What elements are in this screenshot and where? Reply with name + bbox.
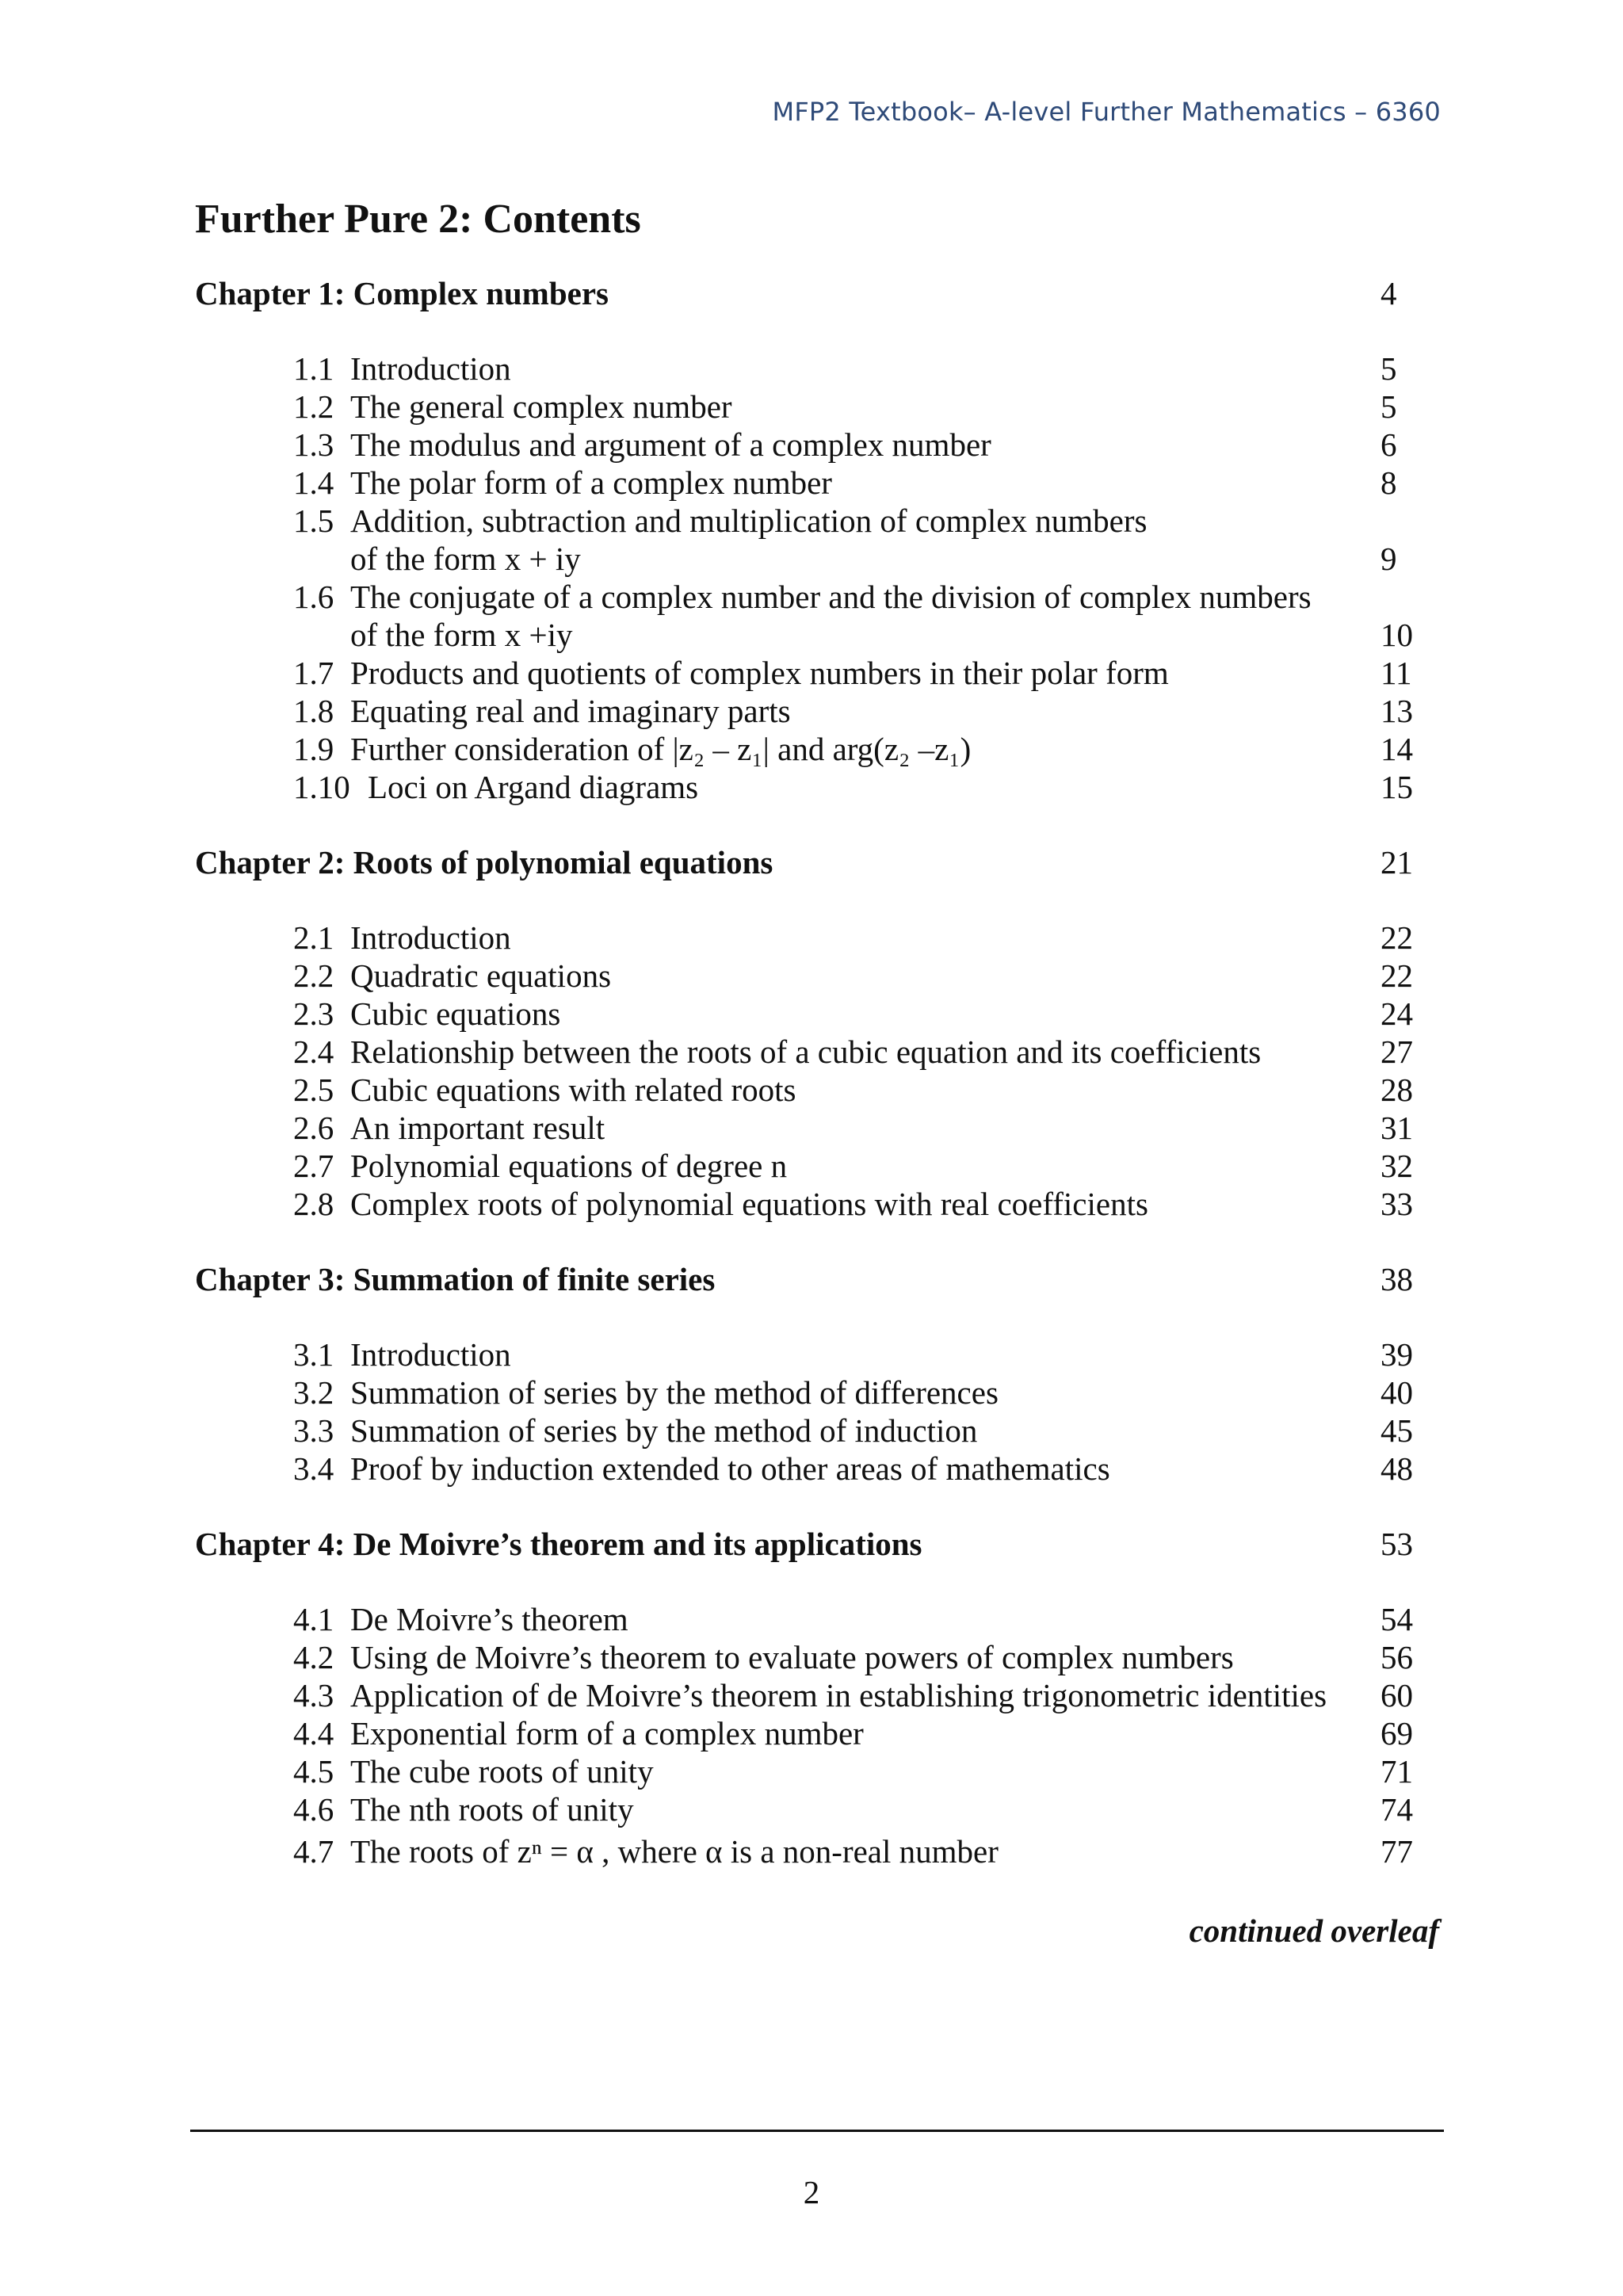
toc-section-3-3[interactable] — [195, 1412, 1412, 1450]
section-page: 74 — [1381, 1791, 1413, 1828]
section-title: Introduction — [350, 350, 511, 387]
section-title: Relationship between the roots of a cubic equation and its coefficients — [350, 1033, 1262, 1070]
section-number: 2.1 — [293, 919, 334, 956]
section-number: 4.1 — [293, 1601, 334, 1637]
section-number: 2.2 — [293, 957, 334, 994]
continued-note: continued overleaf — [1189, 1912, 1439, 1949]
section-page: 22 — [1381, 957, 1413, 994]
chapter-title: Chapter 4: De Moivre’s theorem and its applications — [195, 1526, 922, 1562]
toc-section-3-4[interactable] — [195, 1450, 1412, 1488]
section-page: 15 — [1381, 769, 1413, 805]
section-page: 5 — [1381, 388, 1397, 425]
toc-section-2-5[interactable] — [195, 1071, 1412, 1109]
toc-section-1-6[interactable] — [195, 578, 1412, 616]
toc-section-1-5-continued[interactable] — [195, 540, 1412, 578]
section-list-chapter-3 — [195, 1335, 1412, 1488]
section-list-chapter-2 — [195, 919, 1412, 1223]
toc-section-2-1[interactable] — [195, 919, 1412, 957]
chapter-title: Chapter 3: Summation of finite series — [195, 1261, 716, 1297]
toc-section-1-8[interactable] — [195, 692, 1412, 730]
section-number: 1.7 — [293, 655, 334, 691]
section-page: 28 — [1381, 1072, 1413, 1108]
footer-divider — [190, 2130, 1444, 2132]
toc-section-4-5[interactable] — [195, 1752, 1412, 1790]
section-page: 60 — [1381, 1677, 1413, 1713]
toc-chapter-4[interactable] — [195, 1525, 1412, 1563]
section-page: 5 — [1381, 350, 1397, 387]
toc-section-1-9[interactable] — [195, 730, 1412, 768]
section-title: Summation of series by the method of induction — [350, 1412, 978, 1449]
toc-section-1-7[interactable] — [195, 654, 1412, 692]
section-title: Introduction — [350, 919, 511, 956]
section-number: 4.2 — [293, 1639, 334, 1675]
toc-chapter-2[interactable] — [195, 843, 1412, 881]
section-number: 2.8 — [293, 1186, 334, 1222]
section-list-chapter-1 — [195, 350, 1412, 806]
section-number: 1.8 — [293, 693, 334, 729]
toc-section-1-10[interactable] — [195, 768, 1412, 806]
section-title-continued: of the form x + iy — [350, 541, 581, 577]
toc-section-1-6-continued[interactable] — [195, 616, 1412, 654]
section-list-chapter-4 — [195, 1600, 1412, 1874]
toc-section-2-4[interactable] — [195, 1033, 1412, 1071]
toc-section-4-3[interactable] — [195, 1676, 1412, 1714]
toc-section-3-1[interactable] — [195, 1335, 1412, 1373]
toc-section-4-1[interactable] — [195, 1600, 1412, 1638]
toc-section-2-6[interactable] — [195, 1109, 1412, 1147]
section-number: 1.5 — [293, 502, 334, 539]
section-number: 1.4 — [293, 464, 334, 501]
section-number: 3.1 — [293, 1336, 334, 1373]
section-page: 40 — [1381, 1374, 1413, 1411]
section-number: 2.3 — [293, 995, 334, 1032]
toc-section-4-7[interactable] — [195, 1828, 1412, 1874]
section-page: 45 — [1381, 1412, 1413, 1449]
toc-section-1-2[interactable] — [195, 388, 1412, 426]
section-page: 13 — [1381, 693, 1413, 729]
section-page: 71 — [1381, 1753, 1413, 1790]
section-page: 31 — [1381, 1110, 1413, 1146]
section-title: Using de Moivre’s theorem to evaluate powers of complex numbers — [350, 1639, 1234, 1675]
chapter-page: 21 — [1381, 844, 1413, 881]
section-title-continued: of the form x +iy — [350, 617, 573, 653]
section-page: 27 — [1381, 1033, 1413, 1070]
section-title: The general complex number — [350, 388, 732, 425]
section-number: 1.3 — [293, 426, 334, 463]
section-title: Proof by induction extended to other areas of mathematics — [350, 1450, 1110, 1487]
toc-section-2-2[interactable] — [195, 957, 1412, 995]
toc-section-4-6[interactable] — [195, 1790, 1412, 1828]
section-page: 6 — [1381, 426, 1397, 463]
toc-section-1-3[interactable] — [195, 426, 1412, 464]
section-number: 2.5 — [293, 1072, 334, 1108]
section-page: 56 — [1381, 1639, 1413, 1675]
section-title: Summation of series by the method of differences — [350, 1374, 999, 1411]
section-title: Polynomial equations of degree n — [350, 1148, 788, 1184]
toc-section-3-2[interactable] — [195, 1373, 1412, 1412]
section-page: 10 — [1381, 617, 1413, 653]
section-title: Cubic equations with related roots — [350, 1072, 796, 1108]
section-page: 33 — [1381, 1186, 1413, 1222]
toc-section-1-1[interactable] — [195, 350, 1412, 388]
section-title: Exponential form of a complex number — [350, 1715, 864, 1752]
section-title: De Moivre’s theorem — [350, 1601, 628, 1637]
section-number: 1.1 — [293, 350, 334, 387]
section-page: 22 — [1381, 919, 1413, 956]
section-title: Addition, subtraction and multiplication of complex numbers — [350, 502, 1148, 539]
section-title: Introduction — [350, 1336, 511, 1373]
section-title: The roots of zⁿ = α , where α is a non-real number — [350, 1833, 999, 1870]
section-number: 4.7 — [293, 1833, 334, 1870]
section-title: The polar form of a complex number — [350, 464, 832, 501]
chapter-page: 53 — [1381, 1526, 1413, 1562]
section-title: Equating real and imaginary parts — [350, 693, 791, 729]
section-title: Products and quotients of complex numbers in their polar form — [350, 655, 1169, 691]
section-title: Cubic equations — [350, 995, 561, 1032]
section-number: 4.5 — [293, 1753, 334, 1790]
section-number: 3.4 — [293, 1450, 334, 1487]
section-page: 39 — [1381, 1336, 1413, 1373]
section-page: 11 — [1381, 655, 1412, 691]
toc-section-2-7[interactable] — [195, 1147, 1412, 1185]
section-title: The nth roots of unity — [350, 1791, 634, 1828]
section-page: 69 — [1381, 1715, 1413, 1752]
section-number: 2.7 — [293, 1148, 334, 1184]
toc-section-4-4[interactable] — [195, 1714, 1412, 1752]
section-title: Loci on Argand diagrams — [368, 769, 699, 805]
toc-chapter-3[interactable] — [195, 1260, 1412, 1298]
toc-section-2-3[interactable] — [195, 995, 1412, 1033]
toc-chapter-1[interactable] — [195, 274, 1412, 312]
toc-section-2-8[interactable] — [195, 1185, 1412, 1223]
chapter-title: Chapter 2: Roots of polynomial equations — [195, 844, 773, 881]
section-page: 48 — [1381, 1450, 1413, 1487]
section-page: 9 — [1381, 541, 1397, 577]
section-number: 2.6 — [293, 1110, 334, 1146]
chapter-page: 4 — [1381, 275, 1397, 311]
toc-section-1-4[interactable] — [195, 464, 1412, 502]
section-page: 32 — [1381, 1148, 1413, 1184]
chapter-title: Chapter 1: Complex numbers — [195, 275, 609, 311]
section-title: The conjugate of a complex number and the division of complex numbers — [350, 579, 1312, 615]
section-number: 3.2 — [293, 1374, 334, 1411]
running-header: MFP2 Textbook– A-level Further Mathematics – 6360 — [772, 97, 1441, 127]
section-title: The cube roots of unity — [350, 1753, 654, 1790]
section-page: 77 — [1381, 1833, 1413, 1870]
section-page: 54 — [1381, 1601, 1413, 1637]
section-number: 1.10 — [293, 769, 350, 805]
section-title: Further consideration of |z₂ – z₁| and arg(z₂ –z₁) — [350, 731, 972, 767]
section-number: 1.2 — [293, 388, 334, 425]
section-number: 3.3 — [293, 1412, 334, 1449]
section-title: An important result — [350, 1110, 605, 1146]
toc-section-1-5[interactable] — [195, 502, 1412, 540]
section-number: 1.9 — [293, 731, 334, 767]
section-title: Quadratic equations — [350, 957, 612, 994]
page-number: 2 — [803, 2174, 820, 2210]
section-title: Application of de Moivre’s theorem in establishing trigonometric identities — [350, 1677, 1327, 1713]
section-number: 1.6 — [293, 579, 334, 615]
section-number: 4.6 — [293, 1791, 334, 1828]
section-title: The modulus and argument of a complex number — [350, 426, 991, 463]
chapter-page: 38 — [1381, 1261, 1413, 1297]
section-page: 14 — [1381, 731, 1413, 767]
toc-section-4-2[interactable] — [195, 1638, 1412, 1676]
section-title: Complex roots of polynomial equations with real coefficients — [350, 1186, 1148, 1222]
section-page: 24 — [1381, 995, 1413, 1032]
table-of-contents — [195, 274, 1412, 1912]
section-page: 8 — [1381, 464, 1397, 501]
section-number: 4.4 — [293, 1715, 334, 1752]
section-number: 2.4 — [293, 1033, 334, 1070]
page-title: Further Pure 2: Contents — [195, 197, 641, 242]
section-number: 4.3 — [293, 1677, 334, 1713]
